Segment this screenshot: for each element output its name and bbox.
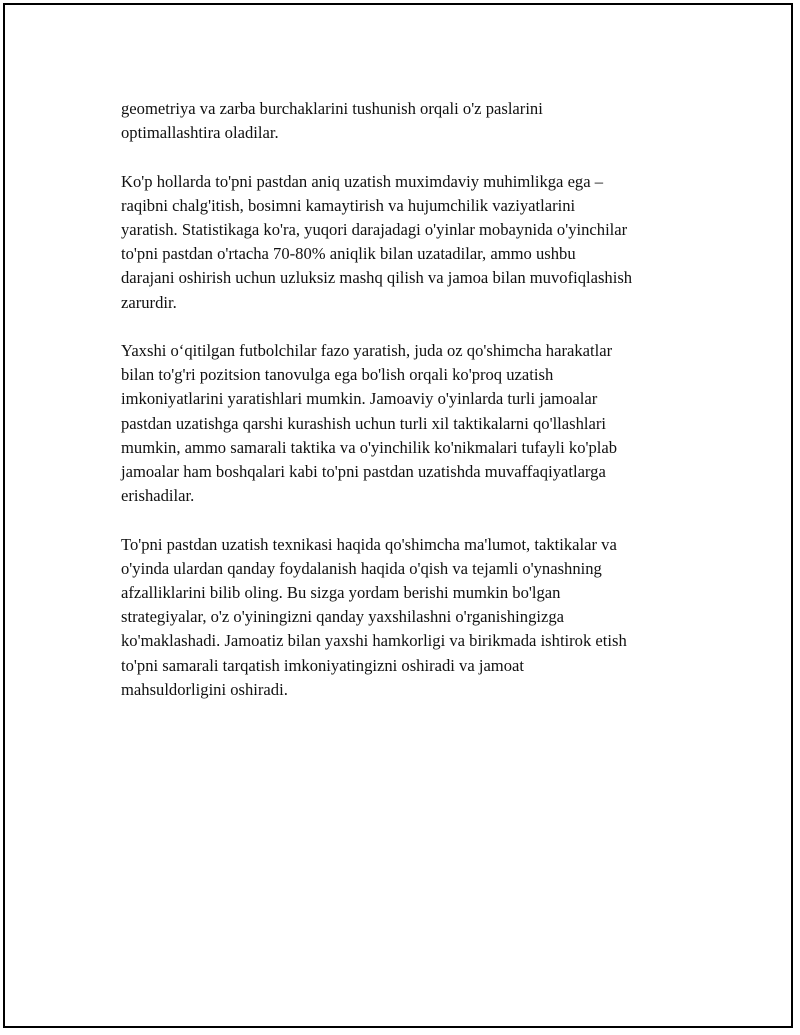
- text-line: to'pni samarali tarqatish imkoniyatingizni oshiradi va jamoat: [121, 655, 524, 675]
- paragraph-3: [121, 339, 696, 508]
- text-line: mahsuldorligini oshiradi.: [121, 679, 288, 699]
- text-line: jamoalar ham boshqalari kabi to'pni pastdan uzatishda muvaffaqiyatlarga: [121, 462, 606, 482]
- text-line: afzalliklarini bilib oling. Bu sizga yordam berishi mumkin bo'lgan: [121, 583, 561, 603]
- text-line: imkoniyatlarini yaratishlari mumkin. Jamoaviy o'yinlarda turli jamoalar: [121, 389, 598, 409]
- text-line: mumkin, ammo samarali taktika va o'yinchilik ko'nikmalari tufayli ko'plab: [121, 437, 618, 457]
- text-line: geometriya va zarba burchaklarini tushunish orqali o'z paslarini: [121, 99, 543, 118]
- paragraph-4: [121, 533, 696, 702]
- document-body: [121, 97, 696, 726]
- paragraph-1: [121, 97, 696, 145]
- text-line: raqibni chalg'itish, bosimni kamaytirish va hujumchilik vaziyatlarini: [121, 195, 576, 215]
- text-line: bilan to'g'ri pozitsion tanovulga ega bo'lish orqali ko'proq uzatish: [121, 365, 554, 385]
- text-line: optimallashtira oladilar.: [121, 123, 279, 143]
- text-line: Ko'p hollarda to'pni pastdan aniq uzatish muximdaviy muhimlikga ega –: [121, 171, 604, 191]
- text-line: To'pni pastdan uzatish texnikasi haqida qo'shimcha ma'lumot, taktikalar va: [121, 534, 617, 554]
- text-line: pastdan uzatishga qarshi kurashish uchun turli xil taktikalarni qo'llashlari: [121, 413, 607, 433]
- text-line: zarurdir.: [121, 292, 177, 312]
- document-page: [3, 3, 793, 1028]
- text-line: ko'maklashadi. Jamoatiz bilan yaxshi hamkorligi va birikmada ishtirok etish: [121, 631, 627, 651]
- text-line: erishadilar.: [121, 486, 195, 506]
- paragraph-2: [121, 170, 696, 315]
- text-line: o'yinda ulardan qanday foydalanish haqida o'qish va tejamli o'ynashning: [121, 558, 602, 578]
- text-line: to'pni pastdan o'rtacha 70-80% aniqlik bilan uzatadilar, ammo ushbu: [121, 244, 576, 264]
- text-line: strategiyalar, o'z o'yiningizni qanday yaxshilashni o'rganishingizga: [121, 607, 565, 627]
- text-line: Yaxshi o‘qitilgan futbolchilar fazo yaratish, juda oz qo'shimcha harakatlar: [121, 341, 613, 360]
- text-line: yaratish. Statistikaga ko'ra, yuqori darajadagi o'yinlar mobaynida o'yinchilar: [121, 220, 628, 239]
- text-line: darajani oshirish uchun uzluksiz mashq qilish va jamoa bilan muvofiqlashish: [121, 268, 633, 288]
